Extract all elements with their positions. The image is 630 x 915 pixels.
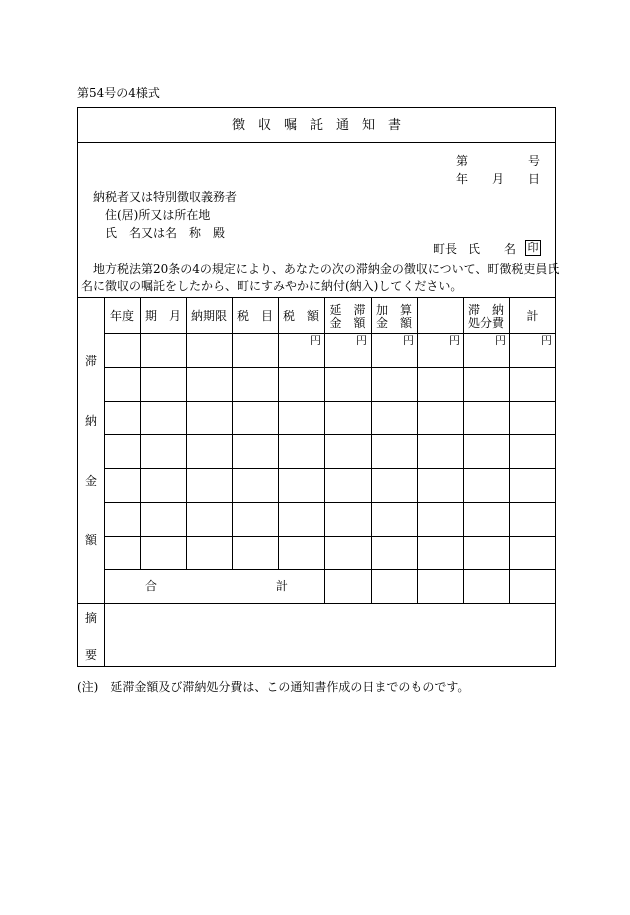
total-row-label-2: 計 — [276, 579, 289, 593]
seal-mark — [525, 240, 541, 256]
name-label: 氏 名又は名 称 殿 — [105, 226, 226, 240]
row-line-1 — [104, 367, 556, 368]
issuer-title: 町長 — [433, 242, 458, 256]
header-total: 計 — [526, 309, 539, 323]
remarks-label-2: 要 — [84, 648, 97, 662]
col-line-1 — [140, 297, 141, 569]
row-line-6 — [104, 536, 556, 537]
unit-late-fee: 円 — [356, 334, 367, 347]
address-label: 住(居)所又は所在地 — [105, 208, 211, 222]
body-text-line2: 名に徴収の嘱託をしたから、町にすみやかに納付(納入)してください。 — [81, 279, 463, 293]
side-label-divider — [104, 297, 105, 603]
header-disposal-fee-line1: 滞 納 — [467, 303, 504, 317]
body-text-line1: 地方税法第20条の4の規定により、あなたの次の滞納金の徴収について、町徴税吏員氏 — [93, 262, 560, 276]
date-day: 日 — [528, 172, 541, 186]
col-line-3 — [232, 297, 233, 569]
row-line-2 — [104, 401, 556, 402]
taxpayer-label: 納税者又は特別徴収義務者 — [93, 190, 238, 204]
row-line-4 — [104, 468, 556, 469]
unit-disposal-fee: 円 — [495, 334, 506, 347]
remarks-label-1: 摘 — [84, 611, 97, 625]
row-line-5 — [104, 502, 556, 503]
unit-total: 円 — [541, 334, 552, 347]
title-divider — [77, 142, 556, 143]
row-line-3 — [104, 434, 556, 435]
form-number: 第54号の4様式 — [77, 86, 160, 100]
header-tax-item: 税 目 — [236, 309, 273, 323]
header-late-fee-line2: 金 額 — [329, 316, 366, 330]
header-added-amount-line2: 金 額 — [375, 316, 412, 330]
header-due-date: 納期限 — [190, 309, 227, 323]
doc-number-prefix: 第 — [456, 154, 469, 168]
remarks-divider — [104, 603, 105, 667]
side-label-char-3: 金 — [84, 474, 97, 488]
header-bottom-line — [104, 333, 556, 334]
unit-tax-amount: 円 — [310, 334, 321, 347]
footnote: (注) 延滞金額及び滞納処分費は、この通知書作成の日までのものです。 — [77, 680, 470, 694]
seal-text: 印 — [525, 240, 541, 256]
table-top-border — [77, 297, 556, 298]
date-month: 月 — [492, 172, 505, 186]
document-title: 徴 収 嘱 託 通 知 書 — [231, 118, 401, 133]
date-year: 年 — [456, 172, 469, 186]
side-label-char-4: 額 — [84, 533, 97, 547]
col-line-2 — [186, 297, 187, 569]
unit-added-amount: 円 — [403, 334, 414, 347]
header-added-amount-line1: 加 算 — [375, 303, 412, 317]
header-year: 年度 — [109, 309, 134, 323]
issuer-name-label: 氏 名 — [468, 242, 517, 256]
header-period: 期 月 — [144, 309, 181, 323]
side-label-char-2: 納 — [84, 414, 97, 428]
header-tax-amount: 税 額 — [282, 309, 319, 323]
row-line-7 — [104, 569, 556, 570]
side-label-char-1: 滞 — [84, 354, 97, 368]
total-row-label-1: 合 — [145, 579, 158, 593]
doc-number-suffix: 号 — [528, 154, 541, 168]
total-row-bottom-line — [77, 603, 556, 604]
header-disposal-fee-line2: 処分費 — [467, 316, 504, 330]
unit-blank-column: 円 — [449, 334, 460, 347]
header-late-fee-line1: 延 滞 — [329, 303, 366, 317]
